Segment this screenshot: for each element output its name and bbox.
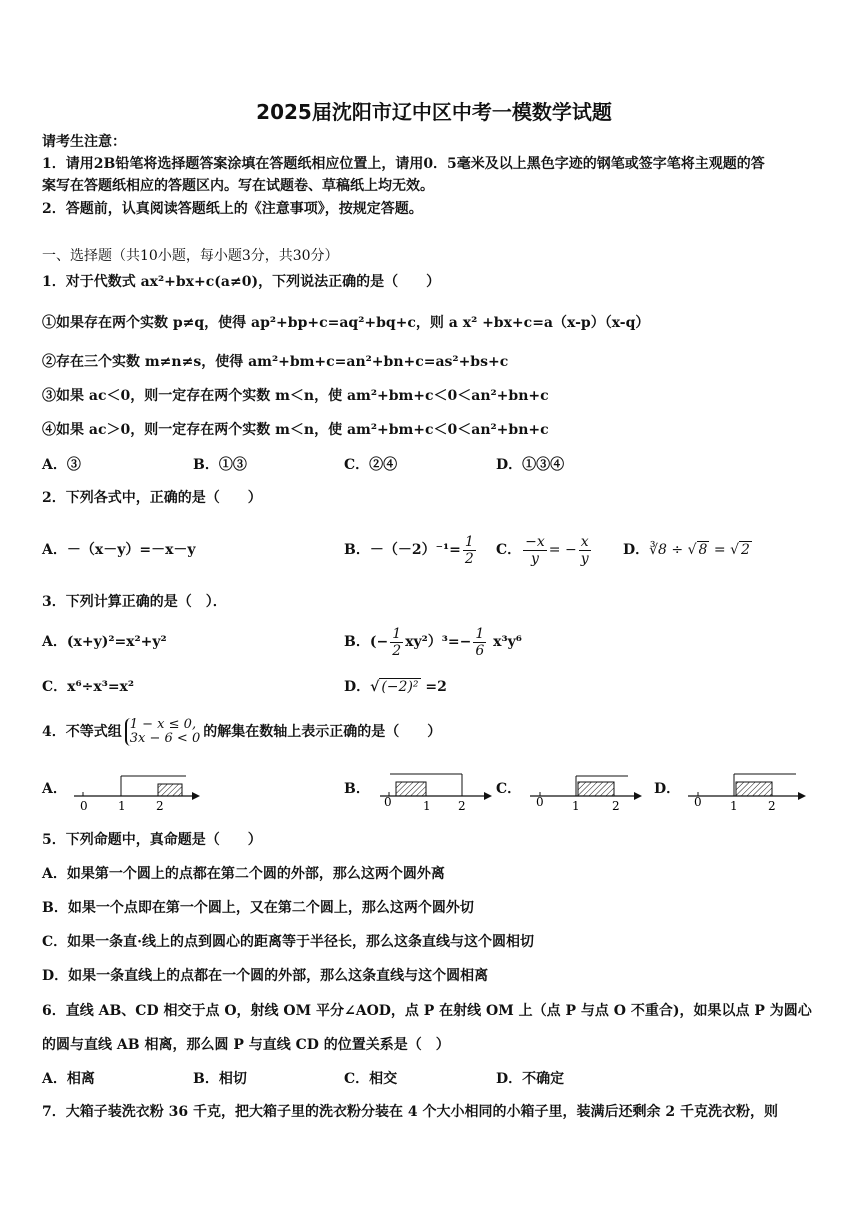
- q6-line-1: 6．直线 AB、CD 相交于点 O，射线 OM 平分∠AOD，点 P 在射线 OM 上（点 P 与点 O 不重合)，如果以点 P 为圆心: [42, 1003, 812, 1019]
- tick-0: 0: [694, 795, 702, 809]
- q3-d-pre: D．√: [344, 679, 380, 695]
- number-line-b: [376, 768, 501, 814]
- q2-option-a[interactable]: A．－（x－y）=－x－y: [42, 542, 196, 558]
- tick-1: 1: [423, 799, 431, 813]
- q3-d-radicand: (−2)²: [381, 679, 419, 695]
- q3-b-pre: B．(−: [344, 634, 389, 650]
- tick-2: 2: [458, 799, 466, 813]
- tick-0: 0: [384, 795, 392, 809]
- q5-stem: 5．下列命题中，真命题是（ ）: [42, 832, 262, 848]
- q6-option-a[interactable]: A．相离: [42, 1071, 95, 1087]
- q2-option-d[interactable]: [623, 540, 752, 560]
- tick-2: 2: [768, 799, 776, 813]
- q2-d-expr: ∛8 ÷ √: [649, 542, 697, 558]
- notice-line-2: 案写在答题纸相应的答题区内。写在试题卷、草稿纸上均无效。: [42, 178, 434, 194]
- q1-statement-4: ④如果 ac＞0，则一定存在两个实数 m＜n，使 am²+bm+c＜0＜an²+bn+c: [42, 422, 549, 438]
- q3-d-post: =2: [420, 679, 447, 695]
- q4-stem-pre: 4．不等式组: [42, 724, 122, 740]
- number-line-a: [70, 768, 210, 814]
- q6-line-2: 的圆与直线 AB 相离，那么圆 P 与直线 CD 的位置关系是（ ）: [42, 1037, 450, 1053]
- q2-option-b-text: B．－（－2）⁻¹=: [344, 542, 461, 558]
- q2-d-equals: = √: [709, 542, 740, 558]
- q3-b-fraction-2: $\frac{1}{6}$: [475, 625, 485, 659]
- q4-option-b[interactable]: B．: [344, 781, 370, 797]
- q3-b-fraction-1: $\frac{1}{2}$: [392, 625, 402, 659]
- q6-option-c[interactable]: C．相交: [344, 1071, 398, 1087]
- tick-0: 0: [536, 795, 544, 809]
- tick-1: 1: [118, 799, 126, 813]
- q1-statement-3: ③如果 ac＜0，则一定存在两个实数 m＜n，使 am²+bm+c＜0＜an²+bn+c: [42, 388, 549, 404]
- tick-2: 2: [612, 799, 620, 813]
- q2-c-equals: = −: [548, 542, 577, 558]
- q1-stem: 1．对于代数式 ax²+bx+c(a≠0)，下列说法正确的是（ ）: [42, 274, 441, 290]
- q7-line-1: 7．大箱子装洗衣粉 36 千克，把大箱子里的洗衣粉分装在 4 个大小相同的小箱子里，装满后还剩余 2 千克洗衣粉，则: [42, 1104, 778, 1120]
- q3-option-c[interactable]: C．x⁶÷x³=x²: [42, 679, 135, 695]
- q2-c-fraction-2: $\frac{x}{y}$: [580, 533, 589, 567]
- q2-option-c[interactable]: [496, 526, 593, 574]
- tick-1: 1: [572, 799, 580, 813]
- q2-b-fraction: $\frac{1}{2}$: [464, 533, 474, 567]
- q2-option-d-label: D．: [623, 542, 650, 558]
- q4-stem: [42, 716, 441, 748]
- q2-d-radicand-1: 8: [698, 542, 708, 558]
- q3-option-d[interactable]: [344, 677, 447, 697]
- q4-option-c[interactable]: C．: [496, 781, 522, 797]
- q4-option-d[interactable]: D．: [654, 781, 681, 797]
- q6-option-b[interactable]: B．相切: [193, 1071, 247, 1087]
- q1-option-c[interactable]: C．②④: [344, 457, 398, 473]
- q4-stem-post: 的解集在数轴上表示正确的是（ ）: [203, 724, 442, 740]
- q2-d-radicand-2: 2: [741, 542, 750, 558]
- q2-c-fraction-1: $\frac{-x}{y}$: [525, 533, 545, 567]
- q3-option-b[interactable]: [344, 618, 522, 666]
- q3-option-a[interactable]: A．(x+y)²=x²+y²: [42, 634, 167, 650]
- q5-option-c[interactable]: C．如果一条直·线上的点到圆心的距离等于半径长，那么这条直线与这个圆相切: [42, 934, 535, 950]
- notice-line-1: 1．请用2B铅笔将选择题答案涂填在答题纸相应位置上，请用0．5毫米及以上黑色字迹的钢笔或签字笔将主观题的答: [42, 156, 765, 172]
- q2-stem: 2．下列各式中，正确的是（ ）: [42, 490, 262, 506]
- q3-b-mid: xy²）³=−: [405, 634, 472, 650]
- q1-option-b[interactable]: B．①③: [193, 457, 247, 473]
- q5-option-b[interactable]: B．如果一个点即在第一个圆上，又在第二个圆上，那么这两个圆外切: [42, 900, 474, 916]
- q5-option-a[interactable]: A．如果第一个圆上的点都在第二个圆的外部，那么这两个圆外离: [42, 866, 445, 882]
- q6-option-d[interactable]: D．不确定: [496, 1071, 565, 1087]
- q3-stem: 3．下列计算正确的是（ ）．: [42, 594, 227, 610]
- tick-1: 1: [730, 799, 738, 813]
- q5-option-d[interactable]: D．如果一条直线上的点都在一个圆的外部，那么这条直线与这个圆相离: [42, 968, 489, 984]
- q2-option-c-label: C．: [496, 542, 522, 558]
- number-line-c: [526, 768, 651, 814]
- page-title: 2025届沈阳市辽中区中考一模数学试题: [256, 100, 612, 124]
- q4-option-a[interactable]: A．: [42, 781, 67, 797]
- q2-option-b[interactable]: [344, 526, 478, 574]
- q1-option-d[interactable]: D．①③④: [496, 457, 565, 473]
- notice-heading: 请考生注意：: [42, 134, 126, 150]
- tick-2: 2: [156, 799, 164, 813]
- q3-b-post: x³y⁶: [488, 634, 522, 650]
- q1-statement-1: ①如果存在两个实数 p≠q，使得 ap²+bp+c=aq²+bq+c，则 a x² +bx+c=a（x-p）（x-q）: [42, 315, 650, 331]
- q1-option-a[interactable]: A．③: [42, 457, 81, 473]
- number-line-d: [684, 768, 814, 814]
- tick-0: 0: [80, 799, 88, 813]
- q4-inequality-system: 1 − x ≤ 0, 3x − 6 < 0: [125, 718, 200, 746]
- section-heading: 一、选择题（共10小题，每小题3分，共30分）: [42, 248, 339, 264]
- q1-statement-2: ②存在三个实数 m≠n≠s，使得 am²+bm+c=an²+bn+c=as²+bs+c: [42, 354, 509, 370]
- notice-line-3: 2．答题前，认真阅读答题纸上的《注意事项》，按规定答题。: [42, 201, 423, 217]
